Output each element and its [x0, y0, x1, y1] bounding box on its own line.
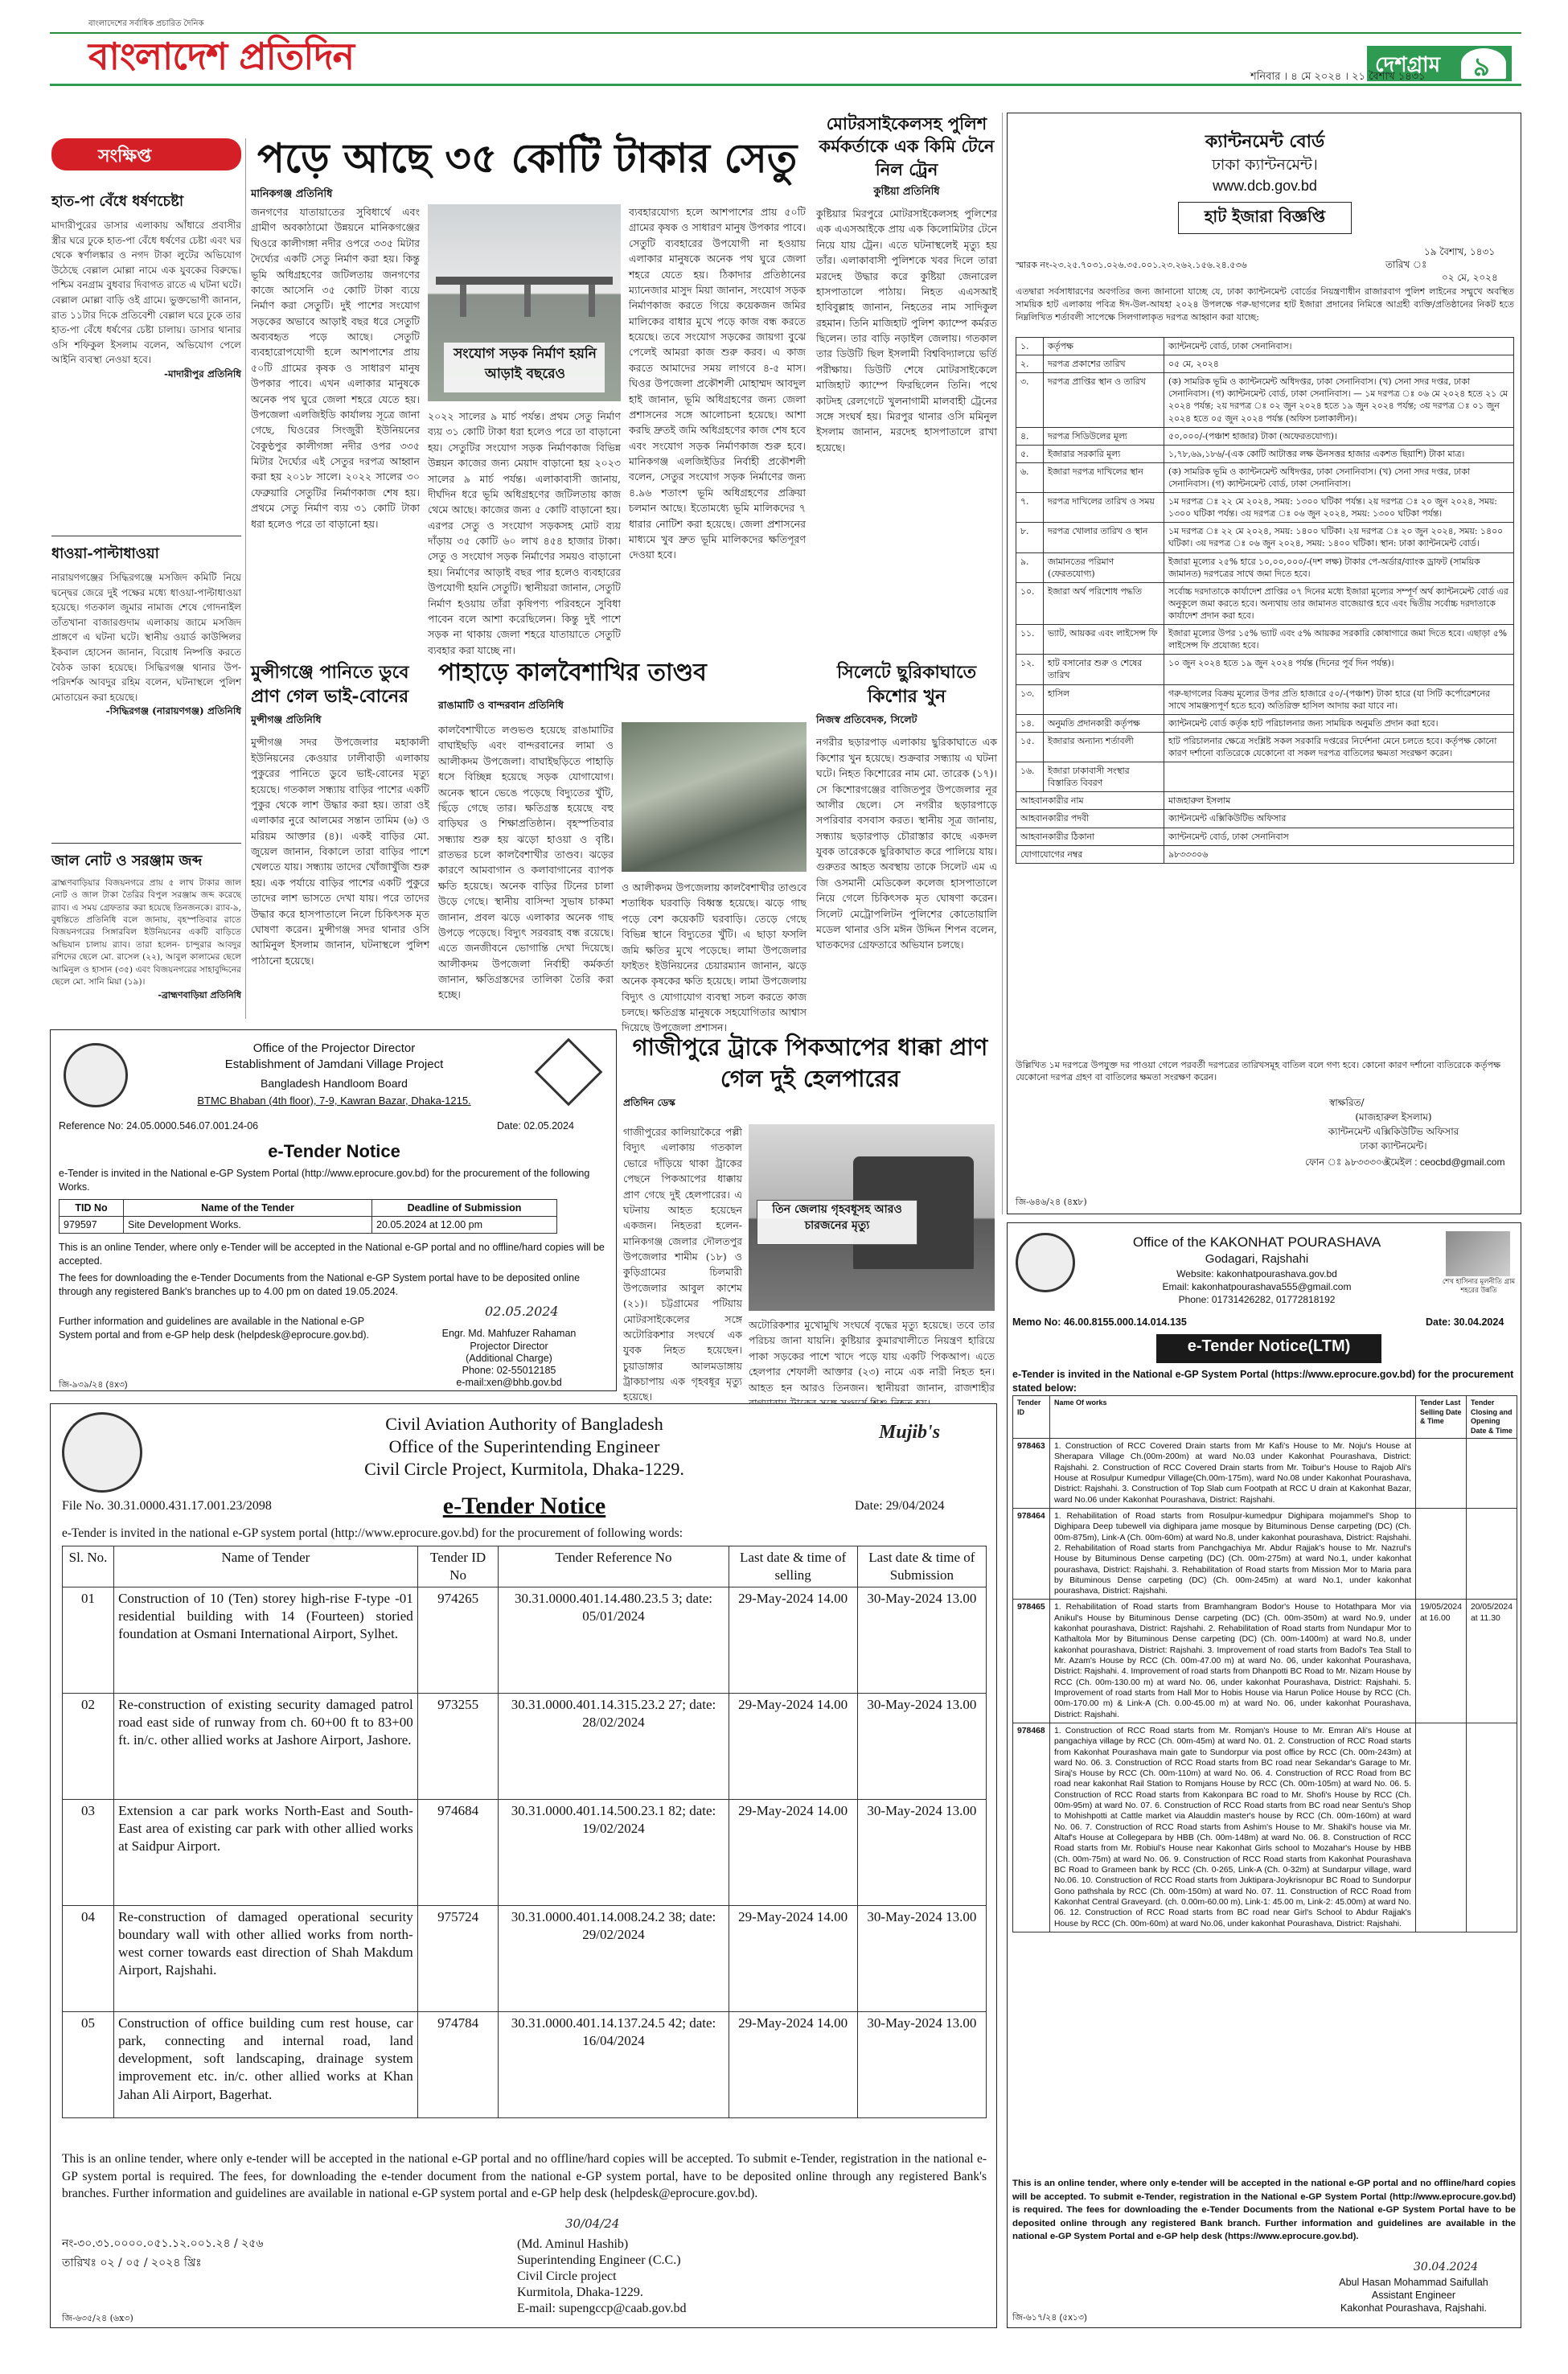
table-row: [1016, 582, 1514, 624]
table-cell: [1415, 1723, 1466, 1932]
projector-intro: e-Tender is invited in the National e-GP System Portal (http://www.eprocure.gov.bd) for the procurement of the following Works.: [59, 1168, 590, 1193]
table-row: [1016, 373, 1514, 427]
table-cell: ৩.: [1016, 373, 1044, 427]
gazipur-col-2: অটোরিকশার মুখোমুখি সংঘর্ষে বৃদ্ধের মৃত্যু হয়েছে। তবে তার পরিচয় জানা যায়নি। কুষ্টিয়ার কুমারখালীতে নিয়ন্ত্রণ হারিয়ে পাকা সড়কের পাশে খাদে পড়ে যায় একটি পিকআপ। এতে হেলপার শেফালী আক্তার (২৩) নামে এক নারী নিহত হন। আহত হন আরও তিনজন। স্থানীয়রা জানান, রাজশাহীর: [749, 1319, 995, 1394]
brief-item-byline: -ব্রাহ্মণবাড়িয়া প্রতিনিধি: [158, 990, 241, 1001]
table-cell: 03: [63, 1800, 114, 1906]
table-cell: গরু-ছাগলের বিক্রয় মূল্যের উপর প্রতি হাজারে ৫০/-(পঞ্চাশ) টাকা হারে (যা সিটি কর্পোরেশনের সাথে সামঞ্জস্যপূর্ণ হতে হবে) অতিরিক্ত হাসিল আদায় করা যাবে না।: [1164, 684, 1514, 714]
cantonment-intro: এতদ্বারা সর্বসাধারণের অবগতির জন্য জানানো যাচ্ছে যে, ঢাকা ক্যান্টনমেন্ট বোর্ডের নিয়ন্ত্রণাধীন রাজারবাগ পুলিশ লাইনের সম্মুখে অবস্থিত সাময়িক হাট এলাকায় পবিত্র ঈদ-উল-আযহা ২০২৪ উপলক্ষে গরু-ছাগলের হাট ইজারা প্রদানের নিমিত্তে আগ্রহী ব্যক্তি/প্রতিষ্ঠানের নিকট হতে নিম্নলিখিত শর্তাবলী সাপেক্ষে সিলগালাকৃত দরপত্র আহ্বান করা যাচ্ছে:: [1016, 286, 1514, 322]
storm-headline: পাহাড়ে কালবৈশাখির তাণ্ডব: [438, 659, 707, 687]
table-cell: ১.: [1016, 338, 1044, 355]
kakonhat-office-2: Kakonhat Pourashava, Rajshahi.: [1340, 2302, 1488, 2314]
kakonhat-website: Website: kakonhatpourashava.gov.bd: [1176, 1268, 1337, 1279]
table-cell: 1. Rehabilitation of Road starts from Bramhangram Bodor's House to Hotathpara Mor via Anikul's House by Bituminous Dense carpeting (DC) (Ch. 00m-350m) at ward No.9, under kakonhat pourashava, District: Rajshahi. 2. Rehabilitation of Road starts from Nundapur Mor to Kathaltola Mor by Bituminous Dense carpeting (DC) (Ch. 00m-1400m) at ward No.8, under kakonhat pourashava, District: Rajshahi. 3. Improvement of road starts from Badol's Tea Stall to Mr. Azam's House by RCC (Ch. 00m-47.00 m) at ward No. 06, under kakonhat Pourashava, District: Rajshahi. 4. Improvement of road starts from Dhanpotti BC Road to Mr. Nizam House by RCC (Ch. 00m-130.00 m) at ward No. 06, under kakonhat Pourashava, District: Rajshahi. 5. Improvement of road starts from Hall Mor to Hobis House via Harun Police House by RCC (Ch. 00m-170.00 m) & Link-A (Ch. 0.00-45.00 m) at ward No. 06, under kakonhat Pourashava, District: Rajshahi.: [1050, 1600, 1416, 1723]
table-header: Last date & time of selling: [729, 1546, 857, 1587]
table-cell: 978463: [1013, 1439, 1050, 1509]
train-story: [816, 113, 997, 659]
table-header: Name of the Tender: [124, 1200, 372, 1217]
table-cell: 30-May-2024 13.00: [857, 1694, 986, 1800]
table-row: [1013, 1723, 1517, 1932]
table-cell: [1415, 1439, 1466, 1509]
table-cell: ইজারা মূল্যের উপর ১৫% ভ্যাট এবং ৫% আয়কর সরকারি কোষাগারে জমা দিতে হবে। এছাড়া ৫% লাইসেন্স ফি প্রযোজ্য হবে।: [1164, 625, 1514, 655]
table-row: [1016, 762, 1514, 792]
caab-address: Kurmitola, Dhaka-1229.: [517, 2286, 643, 2299]
table-cell: ১৪.: [1016, 714, 1044, 732]
gazipur-photo: [749, 1124, 995, 1311]
ad-code: জি-৬৪৬/২৪ (৪x৮): [1016, 1197, 1087, 1207]
table-cell: 20.05.2024 at 12.00 pm: [372, 1217, 557, 1234]
masthead-tagline: বাংলাদেশের সর্বাধিক প্রচারিত দৈনিক: [88, 19, 204, 28]
table-header-row: [1013, 1396, 1517, 1439]
caab-footer: This is an online tender, where only e-tender will be accepted in the national e-GP portal and no offline/hard copies will be accepted. To submit e-Tender, registration in the national e-GP system portal is required. The fees, for downloading the e-tender document from the national e-GP system portal, have to be deposited online through any registered Bank's branches. Further information and guidelines are available in national e-GP system portal and e-GP help desk (helpdesk@eprocure.gov.bd).: [62, 2152, 987, 2201]
table-cell: ইজারা দরপত্র দাখিলের স্থান: [1044, 462, 1164, 492]
table-cell: ইজারার সরকারি মূল্য: [1044, 445, 1164, 462]
table-header: Last date & time of Submission: [857, 1546, 986, 1587]
table-cell: 30-May-2024 13.00: [857, 2012, 986, 2118]
cantonment-email: ইমেইল : ceocbd@gmail.com: [1385, 1156, 1505, 1168]
cantonment-sign-label: স্বাক্ষরিত/: [1329, 1097, 1365, 1108]
table-cell: 1. Construction of RCC Covered Drain starts from Mr Kafi's House to Mr. Noju's House at Sherapara Village Ch.(00m-200m) at ward No.03 under Kakonhat Pourashava, District: Rajshahi. 2. Construction of RCC Covered Drain starts from Mr. Toibur's House to Rajob Ali's House at Rosulpur Kumedpur Village(Ch.00m-175m), ward No.08 under Kakonhat Pourashava, District: Rajshahi. 3. Construction of Top Slab cum Footpath at RCC U drain at Kakonhat Bazar, ward No.06 under Kakonhat Pourashava, District: Rajshahi.: [1050, 1439, 1416, 1509]
cantonment-org-sub: ঢাকা ক্যান্টনমেন্ট।: [1212, 156, 1318, 174]
table-row: [1016, 445, 1514, 462]
table-row: [1016, 732, 1514, 762]
kakonhat-intro: e-Tender is invited in the National e-GP System Portal (https://www.eprocure.gov.bd) for the procurement stated below:: [1012, 1369, 1514, 1394]
cantonment-title: হাট ইজারা বিজ্ঞপ্তি: [1204, 207, 1326, 226]
table-row: [1016, 338, 1514, 355]
caab-title: e-Tender Notice: [442, 1493, 606, 1519]
brief-item-title: ধাওয়া-পাল্টাধাওয়া: [51, 545, 159, 562]
table-cell: ইজারা মূল্যের ২৫% হারে ১০,০০,০০০/-(দশ লক্ষ) টাকার পে-অর্ডার/ব্যাংক ড্রাফট (সাময়িক জামানত) দরপত্রের সাথে জমা দিতে হবে।: [1164, 552, 1514, 582]
projector-date: Date: 02.05.2024: [497, 1120, 574, 1132]
masthead-rule-bottom: [50, 84, 1521, 86]
munshiganj-byline: মুন্সীগঞ্জ প্রতিনিধি: [251, 713, 322, 726]
table-cell: 978464: [1013, 1508, 1050, 1600]
brief-item-body: ব্রাহ্মণবাড়িয়ার বিজয়নগরে প্রায় ৫ লাখ টাকার জাল নোট ও জাল টাকা তৈরির বিপুল সরঞ্জাম জব্দ করেছে র‍্যাব। এ সময় গ্রেফতার করা হয়েছে তিনজনকে। র‍্যাব-৯, বুধন্তিতে প্রতিনিধি বলে জানায়, বৃহস্পতিবার রাতে বিজয়নগরের সিঙ্গারবিল ইউনিয়নের একটি বাড়িতে অভিযান চালায় র‍্যাব। তারা হলেন- চান্দুরার আবদুর রশিদের ছেলে মো. রাসেল (২২), আবুল কালামের ছেলে আমিনুল ও হাসান (৩৫) এবং বিজয়নগরের সাহাবুদ্দিনের ছেলে মো. সানি মিয়া (১৯)।: [51, 878, 241, 987]
table-cell: 979597: [60, 1217, 124, 1234]
ad-code: জি-৯৩৯/২৪ (৪x৩): [59, 1380, 128, 1390]
table-cell: [1415, 1508, 1466, 1600]
contact-row: [1016, 792, 1514, 810]
bridge-deck: [436, 277, 613, 285]
contact-row: [1016, 845, 1514, 863]
masthead: [0, 0, 1568, 83]
cantonment-ref: স্মারক নং-২৩.২৫.৭০৩১.০২৬.৩৫.০০১.২৩.২৬২.১৫৬.২৪.৫৩৬: [1016, 260, 1247, 270]
caab-email: E-mail: supengccp@caab.gov.bd: [517, 2302, 687, 2315]
cantonment-tender-ad: [1007, 113, 1521, 1214]
table-row: [63, 1694, 987, 1800]
table-cell: 29-May-2024 14.00: [729, 1800, 857, 1906]
cantonment-org: ক্যান্টনমেন্ট বোর্ড: [1205, 131, 1325, 152]
projector-paragraph: This is an online Tender, where only e-Tender will be accepted in the National e-GP portal and no offline/hard copies will be accepted.: [59, 1242, 605, 1267]
table-cell: সর্বোচ্চ দরদাতাকে কার্যাদেশ প্রাপ্তির ০৭ দিনের মধ্যে ইজারা মূল্যের সম্পূর্ণ অর্থ ক্যান্টনমেন্ট বোর্ড এর অনুকূলে জমা করতে হবে। অন্যথায় তার জামানত বাজেয়াপ্ত হবে এবং দ্বিতীয় সর্বোচ্চ দরদাতাকে কার্যাদেশ প্রদান করা হবে।: [1164, 582, 1514, 624]
table-row: [1016, 355, 1514, 373]
table-cell: 1. Construction of RCC Road starts from Mr. Romjan's House to Mr. Emran Ali's House at pangachiya village by RCC (Ch. 00m-45m) at ward No. 01. 2. Construction of RCC Road starts from Kakonhat Pourashava main gate to Sundorpur via post office by RCC (Ch. 00m-243m) at ward No. 06. 3. Construction of RCC Road starts from BC road near Sekandar's Garage to Mr. Siraj's House by RCC (Ch. 00m-110m) at ward No. 06. 4. Construction of RCC Road from BC road near kakonhat Rail Station to Romjans House by RCC (Ch. 00m-105m) at ward No. 06. 5. Construction of RCC Road starts from Kakonpara BC road to Mr. Shofi's House by RCC (Ch. 00m-95m) at ward No. 07. 6. Construction of RCC Road starts from BC road near Sentu's Shop to Mohishpotti at Cattle market via Alauddin master's house by RCC (Ch. 00m-160m) at ward No. 06. 7. Construction of RCC Road starts from Ashim's House to Mr. Shakil's house via Mr. Altaf's House at Collegepara by HBB (Ch. 00m-148m) at ward No. 06. 8. Construction of RCC Road starts from Mr. Robiul's House near Kakonhat Girls school to Mozahar's House by HBB (Ch. 00m-75m) at ward No. 06. 9. Construction of RCC Road starts from Kakonhat Pourashava BC Road to Grameen bank by RCC (Ch. 0-265, Link-A (Ch. 0-32m) at Sundarpur village, ward No.06. 10. Construction of RCC Road starts from Juktipara-Joykrisnopur BC Road to Sundorpur Gono pathshala by RCC (Ch. 00m-150m) at ward No. 07. 11. Construction of RCC Road from Kakonhat Central Graveyard. (ch. 0.00m-60.00 m), Link-1: 45.00 m, Link-2: 45.00m) at ward No. 06. 12. Construction of RCC Road starts from BC road near Girl's School to Abdur Rajjak's House by RCC (Ch. 00m-60m) at ward No.06, under kakonhat Pourashava, District: Rajshahi.: [1050, 1723, 1416, 1932]
ad-code: জি-৬৩৫/২৪ (৬x৩): [62, 2313, 133, 2323]
gazipur-photo-caption: তিন জেলায় গৃহবধূসহ আরও চারজনের মৃত্যু: [772, 1203, 902, 1233]
table-row: [60, 1217, 557, 1234]
table-cell: যোগাযোগের নম্বর: [1016, 845, 1164, 863]
table-cell: 973255: [417, 1694, 499, 1800]
cantonment-role: ক্যান্টনমেন্ট এক্সিকিউটিভ অফিসার: [1328, 1126, 1459, 1137]
cantonment-date-en: ০২ মে, ২০২৪: [1442, 272, 1498, 283]
table-header: Tender Reference No: [499, 1546, 729, 1587]
sylhet-body: নগরীর ছড়ারপাড় এলাকায় ছুরিকাঘাতে এক কিশোর খুন হয়েছে। শুক্রবার সন্ধ্যায় এ ঘটনা ঘটে। নিহত কিশোরের নাম মো. তারেক (১৭)। সে কিশোরগঞ্জের বাজিতপুর উপজেলার নূর আলীর ছেলে। সে নগরীর ছড়ারপাড়ে সপরিবার বসবাস করত। স্থানীয় সূত্র জানায়, সন্ধ্যায় ছড়ারপাড় চৌরাস্তার কাছে একদল যুবক তারেককে ছুরিকাঘাত করে পালিয়ে যায়। গুরুতর আহত অবস্থায় তাকে সিলেট এম এ জি ওসমানী মেডিকেল কলেজ হাসপাতালে নিয়ে গেলে চিকিৎসক মৃত ঘোষণা করেন। সিলেট মেট্রোপলিটন পুলিশের কোতোয়ালি মডেল থানার ওসি মঈন উদ্দিন শিপন বলেন, ঘাতকদের গ্রেফতারে অভিযান চলছে।: [816, 736, 997, 951]
brief-item-title: হাত-পা বেঁধে ধর্ষণচেষ্টা: [51, 193, 184, 210]
table-cell: 30-May-2024 13.00: [857, 1587, 986, 1694]
table-cell: Construction of 10 (Ten) storey high-rise F-type -01 residential building with 14 (Fourteen) storied foundation at Osmani International Airport, Sylhet.: [114, 1587, 418, 1694]
brief-item-2: [51, 542, 241, 721]
brief-label: সংক্ষিপ্ত: [98, 146, 152, 166]
column-rule: [1002, 113, 1003, 1214]
table-cell: ১৩.: [1016, 684, 1044, 714]
brief-item-title: জাল নোট ও সরঞ্জাম জব্দ: [51, 852, 203, 869]
table-cell: (ক) সামরিক ভূমি ও ক্যান্টনমেন্ট অধিদপ্তর, ঢাকা সেনানিবাস। (খ) সেনা সদর দপ্তর, ঢাকা সেনানিবাস। (গ) ক্যান্টনমেন্ট বোর্ড, ঢাকা সেনানিবাস। — ১ম দরপত্র ঃ ০৬ মে ২০২৪ হতে ২১ মে ২০২৪ পর্যন্ত; ২য় দরপত্র ঃ ০২ জুন ২০২৪ হতে ১৯ জুন ২০২৪ পর্যন্ত; ৩য় দরপত্র ঃ ০১ জুন ২০২৪ হতে ০৫ জুন ২০২৪ পর্যন্ত (অফিস চলাকালীন)।: [1164, 373, 1514, 427]
bridge-photo: [428, 204, 621, 401]
projector-address: BTMC Bhaban (4th floor), 7-9, Kawran Bazar, Dhaka-1215.: [197, 1095, 471, 1107]
table-cell: ১৬.: [1016, 762, 1044, 792]
projector-paragraph: The fees for downloading the e-Tender Documents from the National e-GP System portal have to be deposited online through any registered Bank's branches up to 4.00 pm on dated 19.05.2024.: [59, 1272, 581, 1297]
table-cell: Site Development Works.: [124, 1217, 372, 1234]
table-cell: ০৫ মে, ২০২৪: [1164, 355, 1514, 373]
table-row: [63, 2012, 987, 2118]
bridge-pillar: [524, 285, 531, 317]
masthead-dateline: শনিবার । ৪ মে ২০২৪ । ২১ বৈশাখ ১৪৩১: [1250, 71, 1426, 83]
train-byline: কুষ্টিয়া প্রতিনিধি: [873, 186, 940, 199]
table-cell: 29-May-2024 14.00: [729, 1587, 857, 1694]
table-cell: 974684: [417, 1800, 499, 1906]
table-cell: Re-construction of damaged operational security boundary wall with other allied works from north-west corner towards east direction of Shah Makdum Airport, Rajshahi.: [114, 1906, 418, 2012]
table-header-row: [63, 1546, 987, 1587]
table-header: Tender Closing and Opening Date & Time: [1466, 1396, 1517, 1439]
table-row: [1013, 1439, 1517, 1509]
table-cell: ১,৭৮,৬৯,১৮৬/-(এক কোটি আটাত্তর লক্ষ ঊনসত্তর হাজার একশত ছিয়াশি) টাকা মাত্র।: [1164, 445, 1514, 462]
caab-date: Date: 29/04/2024: [855, 1499, 945, 1513]
masthead-section: দেশগ্রাম: [1375, 53, 1441, 77]
storm-byline: রাঙামাটি ও বান্দরবান প্রতিনিধি: [438, 699, 564, 711]
table-cell: ক্যান্টনমেন্ট বোর্ড কর্তৃক হাট পরিচালনার জন্য সাময়িক অনুমতি প্রদান করা হবে।: [1164, 714, 1514, 732]
table-cell: 1. Rehabilitation of Road starts from Rosulpur-kumedpur Dighipara mojammel's Shop to Dighipara Deep tubewell via dighipara jame mosque by Bituminous Dense carpeting (DC) (Ch. 00m-875m), Link-A (Ch. 00m-60m) at ward No.8, under kakonhat pourashava, District: Rajshahi. 2. Rehabilitation of Road starts from Panchgachiya Mr. Abdur Rajjak's house to Mr. Nazrul's House by Bituminous Dense carpeting (DC) (Ch. 00m-275m) at ward No.1, under kakonhat pourashava, District: Rajshahi. 3. Rehabilitation of Road starts from Mission Mor to Maria para by Bituminous Dense carpeting (DC) (Ch. 00m-245m) at ward No.1, under kakonhat pourashava, District: Rajshahi.: [1050, 1508, 1416, 1600]
sylhet-byline: নিজস্ব প্রতিবেদক, সিলেট: [816, 713, 917, 726]
table-cell: (ক) সামরিক ভূমি ও ক্যান্টনমেন্ট অধিদপ্তর, ঢাকা সেনানিবাস। (খ) সেনা সদর দপ্তর, ঢাকা সেনানিবাস। (গ) ক্যান্টনমেন্ট বোর্ড, ঢাকা সেনানিবাস।: [1164, 462, 1514, 492]
projector-ref: Reference No: 24.05.0000.546.07.001.24-06: [59, 1120, 259, 1132]
gazipur-headline: গাজীপুরে ট্রাকে পিকআপের ধাক্কা প্রাণ গেল দুই হেলপারের: [632, 1033, 988, 1093]
table-cell: ক্যান্টনমেন্ট বোর্ড, ঢাকা সেনানিবাস।: [1164, 338, 1514, 355]
kakonhat-memo: Memo No: 46.00.8155.000.14.014.135: [1012, 1316, 1187, 1328]
table-cell: ৯.: [1016, 552, 1044, 582]
table-cell: 04: [63, 1906, 114, 2012]
ad-code: জি-৬১৭/২৪ (৫x১৩): [1012, 2313, 1087, 2323]
kakonhat-email: Email: kakonhatpourashava555@gmail.com: [1162, 1281, 1352, 1292]
table-cell: ক্যান্টনমেন্ট বোর্ড, ঢাকা সেনানিবাস: [1164, 828, 1514, 845]
table-cell: 29-May-2024 14.00: [729, 2012, 857, 2118]
kakonhat-tender-ad: [1007, 1222, 1521, 2328]
table-cell: 30.31.0000.401.14.315.23.2 27; date: 28/02/2024: [499, 1694, 729, 1800]
table-cell: দরপত্র সিডিউলের মূল্য: [1044, 427, 1164, 445]
kakonhat-date: Date: 30.04.2024: [1426, 1316, 1504, 1328]
table-row: [1016, 625, 1514, 655]
table-cell: ১১.: [1016, 625, 1044, 655]
table-cell: 30.31.0000.401.14.500.23.1 82; date: 19/02/2024: [499, 1800, 729, 1906]
table-cell: 30.31.0000.401.14.008.24.2 38; date: 29/02/2024: [499, 1906, 729, 2012]
sylhet-story: [816, 661, 997, 1019]
table-cell: মাজহারুল ইসলাম: [1164, 792, 1514, 810]
gazipur-col-1: গাজীপুরের কালিয়াকৈরে পল্লী বিদ্যুৎ এলাকায় গতকাল ভোরে দাঁড়িয়ে থাকা ট্রাকের পেছনে পিকআপের ধাক্কায় প্রাণ গেছে দুই হেলপারের। এ ঘটনায় আহত হয়েছেন একজন। নিহতরা হলেন- মানিকগঞ্জ জেলার দৌলতপুর উপজেলার শামীম (১৮) ও কুড়িগ্রামের চিলমারী উপজেলার আবুল কাশেম (২১)। চট্টগ্রামের পটিয়ায় মোটরসাইকেলের সঙ্গে অটোরিকশার সংঘর্ষে এক যুবক নিহত হয়েছেন। চুয়াডাঙ্গার আলমডাঙ্গায় ট্রাকচাপায় এক গৃহবধূর মৃত্যু হয়েছে।: [623, 1126, 742, 1403]
projector-phone: Phone: 02-55012185: [462, 1365, 556, 1376]
table-cell: 974784: [417, 2012, 499, 2118]
table-cell: 29-May-2024 14.00: [729, 1694, 857, 1800]
cantonment-date-bn: ১৯ বৈশাখ, ১৪৩১: [1424, 246, 1496, 257]
table-cell: [1164, 762, 1514, 792]
table-cell: Construction of office building cum rest house, car park, connecting and internal road, land development, soft landscaping, drainage system improvement etc. in/c. other allied works at Khan Jahan Ali Airport, Bagerhat.: [114, 2012, 418, 2118]
train-body: কুষ্টিয়ার মিরপুরে মোটরসাইকেলসহ পুলিশের এক এএসআইকে প্রায় এক কিলোমিটার টেনে নিয়ে যায় ট্রেন। এতে ঘটনাস্থলেই মৃত্যু হয় তাঁর। এলাকাবাসী পুলিশকে খবর দিলে তারা মরদেহ উদ্ধার করে কুষ্টিয়া জেনারেল হাসপাতালে পাঠায়। নিহত এএসআই হাবিবুল্লাহ জানান, নিহতের নাম সাদিকুল রহমান। তিনি মাজিহাট পুলিশ ক্যাম্পে কর্মরত ছিলেন। তার বাড়ি নড়াইল জেলায়। গতকাল তার ডিউটি ছিল ইসলামী বিশ্ববিদ্যালয়ে ভর্তি পরীক্ষায়। ডিউটি শেষে মোটরসাইকেলে মাজিহাট ক্যাম্পে ফিরছিলেন তিনি। পথে কাটদহ রেলগেটে খুলনাগামী মালবাহী ট্রেনের সঙ্গে সংঘর্ষ হয়। মিরপুর থানার ওসি মমিনুল ইসলাম জানান, মরদেহ হাসপাতালে রাখা হয়েছে।: [816, 207, 997, 454]
table-cell: ৭.: [1016, 493, 1044, 523]
caab-signer: (Md. Aminul Hashib): [517, 2237, 629, 2251]
table-cell: ৫.: [1016, 445, 1044, 462]
caab-intro: e-Tender is invited in the national e-GP system portal (http://www.eprocure.gov.bd) for the procurement of following words:: [62, 1526, 683, 1540]
caab-file: File No. 30.31.0000.431.17.001.23/2098: [62, 1499, 272, 1513]
table-row: [1016, 493, 1514, 523]
table-cell: ১ম দরপত্র ঃ ২২ মে ২০২৪, সময়: ১৪০০ ঘটিকা। ২য় দরপত্র ঃ ২০ জুন ২০২৪, সময়: ১৪০০ ঘটিকা। ৩য় দরপত্র ঃ ০৬ জুন ২০২৪, সময়: ১৪০০ ঘটিকা। স্থান: ঢাকা ক্যান্টনমেন্ট বোর্ড।: [1164, 523, 1514, 552]
table-cell: 978465: [1013, 1600, 1050, 1723]
storm-story: [438, 653, 808, 1034]
brief-item-body: মাদারীপুরের ডাসার এলাকায় আঁধারে প্রবাসীর স্ত্রীর ঘরে ঢুকে হাত-পা বেঁধে ধর্ষণের চেষ্টা এবং ঘর থেকে স্বর্ণালঙ্কার ও নগদ টাকা লুটের অভিযোগ উঠেছে বেল্লাল মোল্লা নামে এক যুবকের বিরুদ্ধে। পশ্চিম বনগ্রাম বুধবার দিবাগত রাতে এ ঘটনা ঘটে। বেল্লাল মোল্লা বাড়ি ওই গ্রামে। ভুক্তভোগী জানান, রাত ১১টার দিকে প্রতিবেশী বেল্লাল ঘরে ঢুকে তার হাত-পা বেঁধে ধর্ষণের চেষ্টা চালায়। ডাসার থানার ওসি শফিকুল ইসলাম বলেন, অভিযোগ পেলে আইনি ব্যবস্থা নেওয়া হবে।: [51, 220, 241, 366]
table-cell: ক্যান্টনমেন্ট এক্সিকিউটিভ অফিসার: [1164, 810, 1514, 828]
kakonhat-place: Godagari, Rajshahi: [1205, 1252, 1309, 1266]
brief-item-body: নারায়ণগঞ্জের সিদ্ধিরগঞ্জে মসজিদ কমিটি নিয়ে দ্বন্দ্বের জেরে দুই পক্ষের মধ্যে ধাওয়া-পাল্টাধাওয়া হয়েছে। গতকাল জুমার নামাজ শেষে গোদনাইল তাঁতখানা বাজারগুদাম এলাকায় জামে মসজিদ প্রাঙ্গণে এ ঘটনা ঘটে। স্থানীয় ওয়ার্ড কাউন্সিলর ইকবাল হোসেন জানান, বিরোধ নিষ্পত্তি করতে বৈঠক ডাকা হয়েছে। সিদ্ধিরগঞ্জ থানার উপ-পরিদর্শক আবদুর রহিম বলেন, ঘটনাস্থলে পুলিশ মোতায়েন করা হয়েছে।: [51, 572, 241, 703]
portrait-badge: [1446, 1231, 1510, 1276]
table-row: [1016, 655, 1514, 684]
sylhet-headline: সিলেটে ছুরিকাঘাতে কিশোর খুন: [836, 662, 977, 707]
table-cell: ১ম দরপত্র ঃ ২২ মে ২০২৪, সময়: ১৩০০ ঘটিকা পর্যন্ত। ২য় দরপত্র ঃ ২০ জুন ২০২৪, সময়: ১৩০০ ঘটিকা পর্যন্ত। ৩য় দরপত্র ঃ ০৬ জুন ২০২৪, সময়: ১৩০০ ঘটিকা পর্যন্ত।: [1164, 493, 1514, 523]
table-header: Name of Tender: [114, 1546, 418, 1587]
brief-item-3: [51, 849, 241, 1004]
table-cell: [1466, 1439, 1517, 1509]
gazipur-story: [623, 1032, 997, 1403]
kakonhat-role: Assistant Engineer: [1371, 2290, 1456, 2301]
projector-table: [59, 1199, 557, 1234]
brief-item-byline: -মাদারীপুর প্রতিনিধি: [163, 368, 241, 380]
table-cell: ৯৮৩৩৩০৬: [1164, 845, 1514, 863]
cantonment-table: [1016, 337, 1514, 864]
brief-item-1: [51, 190, 241, 384]
table-cell: 975724: [417, 1906, 499, 2012]
bridge-col-2: ২০২২ সালের ৯ মার্চ পর্যন্ত। প্রথম সেতু নির্মাণ ব্যয় ৩১ কোটি টাকা ধরা হলেও পরে তা বাড়ানো হয়। সেতুটির সংযোগ সড়ক নির্মাণকাজ বিভিন্ন উন্নয়ন কাজের জন্য মেয়াদ বাড়ানো হয় ২০২৩ সালের ৯ মার্চ পর্যন্ত। এলাকাবাসী জানায়, দীর্ঘদিন ধরে ভূমি অধিগ্রহণের জটিলতায় কাজ থেমে আছে। কাজের জন্য ৫ কোটি বাড়ানো হয়। এরপর সেতু ও সংযোগ সড়কসহ মোট ব্যয় দাঁড়ায় ৩৫ কোটি ৬০ লাখ ৪৫৪ হাজার টাকা। সেতু ও সংযোগ সড়ক নির্মাণের সময়ও বাড়ানো হয়। নির্মাণের আড়াই বছর পার হলেও ব্যবহারের উপযোগী হয়নি সেতুটি। স্থানীয়রা জানান, সেতুটি নির্মাণ হওয়ায় তাঁরা কৃষিপণ্য পরিবহনে সুবিধা পাবেন বলে আশা করেছিলেন। কিন্তু দুই পাশে সড়ক না থাকায় জেলা শহরে যাতায়াতে সেতুটি ব্যবহার করা যাচ্ছে না।: [428, 410, 621, 656]
projector-tender-ad: [50, 1029, 617, 1391]
kakonhat-phone: Phone: 01731426282, 01772818192: [1178, 1294, 1336, 1305]
kakonhat-table: [1012, 1395, 1517, 1932]
table-row: [1016, 427, 1514, 445]
table-cell: ইজারা অর্থ পরিশোধ পদ্ধতি: [1044, 582, 1164, 624]
projector-project: Establishment of Jamdani Village Project: [224, 1058, 444, 1071]
table-cell: 974265: [417, 1587, 499, 1694]
masthead-logo: বাংলাদেশ প্রতিদিন: [88, 35, 355, 78]
table-cell: [1466, 1723, 1517, 1932]
mujib-logo: Mujib's: [879, 1422, 941, 1443]
table-cell: দরপত্র দাখিলের তারিখ ও সময়: [1044, 493, 1164, 523]
table-cell: আহবানকারীর পদবী: [1016, 810, 1164, 828]
table-row: [1013, 1600, 1517, 1723]
bridge-col-1: জনগণের যাতায়াতের সুবিধার্থে এবং গ্রামীণ অবকাঠামো উন্নয়নে মানিকগঞ্জের ঘিওরে কালীগঙ্গা নদীর ওপরে ৩৩৫ মিটার দৈর্ঘ্যের একটি সেতু নির্মাণ করা হয়। কিন্তু ভূমি অধিগ্রহণের জটিলতায় জনগণের কাজে আসেনি ৩৫ কোটি টাকা ব্যয়ে নির্মাণ করা সেতুটি। দুই পাশের সংযোগ সড়কের অভাবে আড়াই বছর ধরে সেতুটি অব্যবহৃত পড়ে আছে। সেতুটি ব্যবহারোপযোগী হলে আশপাশের প্রায় ৫০টি গ্রামের কৃষক ও সাধারণ মানুষ উপকার পাবে। এখন এলাকার মানুষকে অনেক পথ ঘুরে জেলা শহরে যেতে হয়। উপজেলা এলজিইডি কার্যালয় সূত্রে জানা গেছে, ঘিওরের সিংজুরী ইউনিয়নের বৈকুণ্ঠপুর কালীগঙ্গা নদীর ওপর ৩৩৫ মিটার দৈর্ঘ্যের এই সেতুর দরপত্র আহ্বান করা হয় ২০১৮ সালে। ২০২২ সালের ৩০ ফেব্রুয়ারি সেতুটির নির্মাণকাজ শেষ হয়। প্রথমে সেতু নির্মাণ ব্যয় ৩১ কোটি টাকা ধরা হলেও পরে তা বাড়ানো হয়।: [251, 206, 420, 530]
kakonhat-signature: 30.04.2024: [1414, 2261, 1479, 2273]
cantonment-footnote: উল্লিখিত ১ম দরপত্রে উপযুক্ত দর পাওয়া গেলে পরবর্তী দরপত্রের তারিখসমূহ বাতিল বলে গণ্য হবে। কোনো কারণ দর্শানো ব্যতিরেকে কর্তৃপক্ষ যেকোনো দরপত্র গ্রহণ বা বাতিলের ক্ষমতা সংরক্ষণ করেন।: [1016, 1060, 1501, 1083]
projector-title: e-Tender Notice: [268, 1141, 400, 1161]
table-cell: 978468: [1013, 1723, 1050, 1932]
table-cell: 29-May-2024 14.00: [729, 1906, 857, 2012]
column-rule: [245, 138, 246, 1019]
table-cell: জামানতের পরিমাণ (ফেরতযোগ্য): [1044, 552, 1164, 582]
table-row: [63, 1587, 987, 1694]
cantonment-phone: ফোন ঃ ৯৮৩৩৩০৬: [1305, 1156, 1389, 1168]
table-cell: ইজারার অন্যান্য শর্তাবলী: [1044, 732, 1164, 762]
table-header-row: [60, 1200, 557, 1217]
caab-office: Civil Circle project: [517, 2269, 617, 2283]
projector-signature: 02.05.2024: [485, 1304, 559, 1319]
table-row: [1016, 684, 1514, 714]
table-cell: ১২.: [1016, 655, 1044, 684]
projector-role-note: (Additional Charge): [466, 1353, 552, 1364]
table-header: Tender ID: [1013, 1396, 1050, 1439]
bridge-photo-caption: সংযোগ সড়ক নির্মাণ হয়নি আড়াই বছরেও: [454, 346, 597, 382]
table-header: TID No: [60, 1200, 124, 1217]
government-seal: [1016, 1233, 1075, 1292]
table-cell: দরপত্র প্রকাশের তারিখ: [1044, 355, 1164, 373]
caab-signature: 30/04/24: [565, 2216, 620, 2231]
munshiganj-body: মুন্সীগঞ্জ সদর উপজেলার মহাকালী ইউনিয়নের কেওয়ার ঢালীবাড়ী এলাকায় পুকুরের পানিতে ডুবে ভাই-বোনের মৃত্যু হয়েছে। গতকাল সন্ধ্যায় বাড়ির পাশের একটি পুকুর থেকে লাশ উদ্ধার করা হয়। তারা ওই এলাকার নুরে আলমের সন্তান তামিম (৬) ও মরিয়ম আক্তার (৪)। একই বাড়ির মো. জুয়েল জানান, বিকালে তারা বাড়ির পাশে খেলতে যায়। সন্ধ্যায় তাদের খোঁজাখুঁজি শুরু হয়। এক পর্যায়ে বাড়ির পাশের একটি পুকুরে তাদের লাশ ভাসতে দেখা যায়। পরে তাদের উদ্ধার করে হাসপাতালে নিলে চিকিৎসক মৃত ঘোষণা করেন। মুন্সীগঞ্জ সদর থানার ওসি আমিনুল ইসলাম জানান, ঘটনাস্থলে পুলিশ পাঠানো হয়েছে।: [251, 736, 429, 967]
kakonhat-title: e-Tender Notice(LTM): [1187, 1337, 1351, 1355]
table-header: Tender Last Selling Date & Time: [1415, 1396, 1466, 1439]
table-header: Sl. No.: [63, 1546, 114, 1587]
projector-role: Projector Director: [470, 1341, 548, 1352]
caab-org: Civil Aviation Authority of Bangladesh: [385, 1414, 663, 1434]
bridge-col-3: ব্যবহারযোগ্য হলে আশপাশের প্রায় ৫০টি গ্রামের কৃষক ও সাধারণ মানুষ উপকার পাবে। সেতুটি ব্যবহারের উপযোগী না হওয়ায় এলাকার মানুষকে অনেক পথ ঘুরে জেলা শহরে যেতে হয়। ঠিকাদার প্রতিষ্ঠানের ম্যানেজার মাসুদ মিয়া জানান, সংযোগ সড়ক নির্মাণকাজ করতে গিয়ে কয়েকজন জমির মালিকের বাধার মুখে পড়ে কাজ বন্ধ করতে হয়েছে। তবে সংযোগ সড়কের জায়গা বুঝে পেলেই আমরা কাজ শুরু করব। এ কাজ করতে আমাদের সময় লাগবে ৪-৫ মাস। ঘিওর উপজেলা প্রকৌশলী মোহাম্মদ আবদুল হাই জানান, ভূমি অধিগ্রহণের জন্য জেলা প্রশাসনের সঙ্গে আলোচনা হয়েছে। আশা করছি দ্রুতই জমি অধিগ্রহণের কাজ শেষ হবে এবং সংযোগ সড়ক নির্মাণকাজ শুরু হবে। মানিকগঞ্জ এলজিইডির নির্বাহী প্রকৌশলী বলেন, সেতুর সংযোগ সড়ক নির্মাণের জন্য ৪.৯৬ শতাংশ ভূমি অধিগ্রহণের প্রক্রিয়া চলমান আছে। ইতোমধ্যে ভূমি মালিকদের ৭ ধারার নোটিশ করা হয়েছে। জেলা প্রশাসনের মাধ্যমে খুব দ্রুত ভূমি মালিকদের ক্ষতিপূরণ দেওয়া হবে।: [629, 206, 806, 561]
table-cell: 01: [63, 1587, 114, 1694]
caab-org-project: Civil Circle Project, Kurmitola, Dhaka-1229.: [364, 1459, 684, 1479]
table-cell: 30.31.0000.401.14.137.24.5 42; date: 16/04/2024: [499, 2012, 729, 2118]
gazipur-byline: প্রতিদিন ডেস্ক: [623, 1097, 675, 1109]
table-cell: ইজারা ঢাকাবাসী সংস্থার বিস্তারিত বিবরণ: [1044, 762, 1164, 792]
munshiganj-headline: মুন্সীগঞ্জে পানিতে ডুবে প্রাণ গেল ভাই-বোনের: [251, 662, 409, 707]
table-cell: ১০.: [1016, 582, 1044, 624]
table-cell: হাসিল: [1044, 684, 1164, 714]
kakonhat-signer: Abul Hasan Mohammad Saifullah: [1339, 2277, 1488, 2288]
kakonhat-footer: This is an online tender, where only e-tender will be accepted in the national e-GP portal and no offline/hard copies will be accepted. To submit e-Tender, registration in the National e-GP System Portal (http://www.eprocure.gov.bd) is required. The fees for downloading the e-Tender Documents from the National e-GP System Portal have to be deposited online through any registered Bank branch. Further information and guidelines are available in the national e-GP System Portal and e-GP help desk (https://www.eprocure.gov.bd).: [1012, 2179, 1516, 2242]
projector-office: Office of the Projector Director: [252, 1041, 416, 1055]
table-cell: 02: [63, 1694, 114, 1800]
table-row: [63, 1800, 987, 1906]
table-row: [63, 1906, 987, 2012]
storm-col-2: ও আলীকদম উপজেলায় কালবৈশাখীর তাণ্ডবে শতাধিক ঘরবাড়ি বিধ্বস্ত হয়েছে। ঝড়ে গাছ পড়ে বেশ কয়েকটি ঘরবাড়ি। তেড়ে গেছে বিভিন্ন স্থানে বিদ্যুতের খুঁটি। এ ছাড়া ফসলি জমি ক্ষতির মুখে পড়েছে। লামা উপজেলার ফাইতং ইউনিয়নের চেয়ারম্যান জানান, ঝড়ে অনেক কৃষকের ক্ষতি হয়েছে। লামা উপজেলায় বিদ্যুৎ ও যোগাযোগ ব্যবস্থা সচল করতে কাজ চলছে। ক্ষতিগ্রস্ত মানুষকে সহযোগিতার আশ্বাস দিয়েছে উপজেলা প্রশাসন।: [622, 881, 807, 1034]
contact-row: [1016, 828, 1514, 845]
table-cell: ৪.: [1016, 427, 1044, 445]
brief-item-byline: -সিদ্ধিরগঞ্জ (নারায়ণগঞ্জ) প্রতিনিধি: [105, 705, 241, 717]
table-header: Tender ID No: [417, 1546, 499, 1587]
bridge-pillar: [589, 285, 595, 317]
table-cell: Re-construction of existing security damaged patrol road east side of runway from ch. 60+00 ft to 83+00 ft. in/c. other allied works at Jashore Airport, Jashore.: [114, 1694, 418, 1800]
table-cell: অনুমতি প্রদানকারী কর্তৃপক্ষ: [1044, 714, 1164, 732]
table-row: [1016, 523, 1514, 552]
kakonhat-office: Office of the KAKONHAT POURASHAVA: [1132, 1234, 1381, 1250]
table-cell: 05: [63, 2012, 114, 2118]
page-number: ৯: [1473, 51, 1490, 82]
projector-paragraph: Further information and guidelines are available in the National e-GP System portal and from e-GP help desk (helpdesk@eprocure.gov.bd).: [59, 1316, 370, 1341]
table-cell: [1466, 1508, 1517, 1600]
bridge-story: [251, 129, 810, 656]
table-cell: দরপত্র প্রাপ্তির স্থান ও তারিখ: [1044, 373, 1164, 427]
brief-column: [51, 138, 241, 1019]
cantonment-web: www.dcb.gov.bd: [1213, 178, 1317, 194]
table-cell: ৮.: [1016, 523, 1044, 552]
table-cell: 30-May-2024 13.00: [857, 1906, 986, 2012]
bridge-byline: মানিকগঞ্জ প্রতিনিধি: [251, 188, 333, 200]
table-cell: ২.: [1016, 355, 1044, 373]
table-cell: 30.31.0000.401.14.480.23.5 3; date: 05/01/2024: [499, 1587, 729, 1694]
table-cell: Extension a car park works North-East and South-East area of existing car park with other allied works at Saidpur Airport.: [114, 1800, 418, 1906]
table-cell: দরপত্র খোলার তারিখ ও স্থান: [1044, 523, 1164, 552]
contact-row: [1016, 810, 1514, 828]
table-row: [1016, 714, 1514, 732]
cantonment-date-label: তারিখ ঃ: [1385, 259, 1427, 270]
storm-photo: [622, 722, 807, 872]
caab-tender-ad: [50, 1403, 997, 2328]
bridge-headline: পড়ে আছে ৩৫ কোটি টাকার সেতু: [257, 134, 798, 182]
table-row: [1013, 1508, 1517, 1600]
projector-email: e-mail:xen@bhb.gov.bd: [456, 1377, 562, 1388]
cantonment-office: ঢাকা ক্যান্টনমেন্ট।: [1360, 1140, 1427, 1152]
kakonhat-badge-text: শেখ হাসিনার মূলনীতি গ্রাম শহরের উন্নতি: [1442, 1278, 1516, 1296]
table-cell: কর্তৃপক্ষ: [1044, 338, 1164, 355]
table-cell: আহবানকারীর ঠিকানা: [1016, 828, 1164, 845]
table-cell: ৬.: [1016, 462, 1044, 492]
bridge-pillar: [460, 285, 466, 317]
table-cell: 20/05/2024 at 11.30: [1466, 1600, 1517, 1723]
train-headline: মোটরসাইকেলসহ পুলিশ কর্মকর্তাকে এক কিমি টেনে নিল ট্রেন: [819, 113, 995, 179]
storm-col-1: কালবৈশাখীতে লণ্ডভণ্ড হয়েছে রাঙামাটির বাঘাইছড়ি এবং বান্দরবানের লামা ও আলীকদম উপজেলা। বাঘাইছড়িতে পাহাড়ি ধসে বিচ্ছিন্ন হয়েছে সড়ক যোগাযোগ। অনেক স্থানে ভেঙে পড়েছে বিদ্যুতের খুঁটি, ছিঁড়ে গেছে তার। ক্ষতিগ্রস্ত হয়েছে বহু বাড়িঘর ও শিক্ষাপ্রতিষ্ঠান। বৃহস্পতিবার সন্ধ্যায় শুরু হয় ঝড়ো হাওয়া ও বৃষ্টি। রাতভর চলে কালবৈশাখীর তাণ্ডব। ঝড়ের কারণে আমবাগান ও কলাবাগানের ব্যাপক ক্ষতি হয়েছে। অনেক বাড়ির টিনের চালা উড়ে গেছে। স্থানীয় বাসিন্দা সুভাষ চাকমা জানান, প্রবল ঝড়ে এলাকার অনেক গাছ উপড়ে পড়েছে। বিদ্যুৎ সরবরাহ বন্ধ রয়েছে। এতে জনজীবনে ভোগান্তি দেখা দিয়েছে। আলীকদম উপজেলা নির্বাহী কর্মকর্তা জানান, ক্ষতিগ্রস্তদের তালিকা তৈরি করা হচ্ছে।: [438, 724, 614, 1001]
cantonment-signer: (মাজহারুল ইসলাম): [1355, 1111, 1432, 1123]
caab-memo-date: তারিখঃ ০২ / ০৫ / ২০২৪ খ্রিঃ: [62, 2257, 202, 2269]
table-cell: ১০ জুন ২০২৪ হতে ১৯ জুন ২০২৪ পর্যন্ত (দিনের পূর্ব দিন পর্যন্ত)।: [1164, 655, 1514, 684]
projector-board: Bangladesh Handloom Board: [261, 1077, 408, 1090]
table-cell: 30-May-2024 13.00: [857, 1800, 986, 1906]
table-row: [1016, 462, 1514, 492]
table-header: Deadline of Submission: [372, 1200, 557, 1217]
table-cell: ৫০,০০০/-(পঞ্চাশ হাজার) টাকা (অফেরতযোগ্য)।: [1164, 427, 1514, 445]
table-cell: আহবানকারীর নাম: [1016, 792, 1164, 810]
munshiganj-story: [251, 661, 429, 1019]
table-cell: 19/05/2024 at 16.00: [1415, 1600, 1466, 1723]
table-header: Name Of works: [1050, 1396, 1416, 1439]
caab-role: Superintending Engineer (C.C.): [517, 2253, 681, 2267]
table-cell: হাট বসানোর শুরু ও শেষের তারিখ: [1044, 655, 1164, 684]
caab-memo-no: নং-৩০.৩১.০০০০.০৫১.১২.০০১.২৪ / ২৫৬: [62, 2237, 264, 2250]
table-cell: ভ্যাট, আয়কর এবং লাইসেন্স ফি: [1044, 625, 1164, 655]
caab-org-office: Office of the Superintending Engineer: [388, 1436, 660, 1456]
table-cell: হাট পরিচালনার ক্ষেত্রে সংশ্লিষ্ট সকল সরকারি দপ্তরের নির্দেশনা মেনে চলতে হবে। কর্তৃপক্ষ কোনো কারণ দর্শানো ব্যতিরেকে যেকোনো বা সকল দরপত্র বাতিলের ক্ষমতা সংরক্ষণ করেন।: [1164, 732, 1514, 762]
brief-divider-2: [51, 843, 241, 844]
caab-table: [62, 1546, 987, 2118]
table-cell: ১৫.: [1016, 732, 1044, 762]
projector-signer: Engr. Md. Mahfuzer Rahaman: [441, 1328, 577, 1339]
table-row: [1016, 552, 1514, 582]
